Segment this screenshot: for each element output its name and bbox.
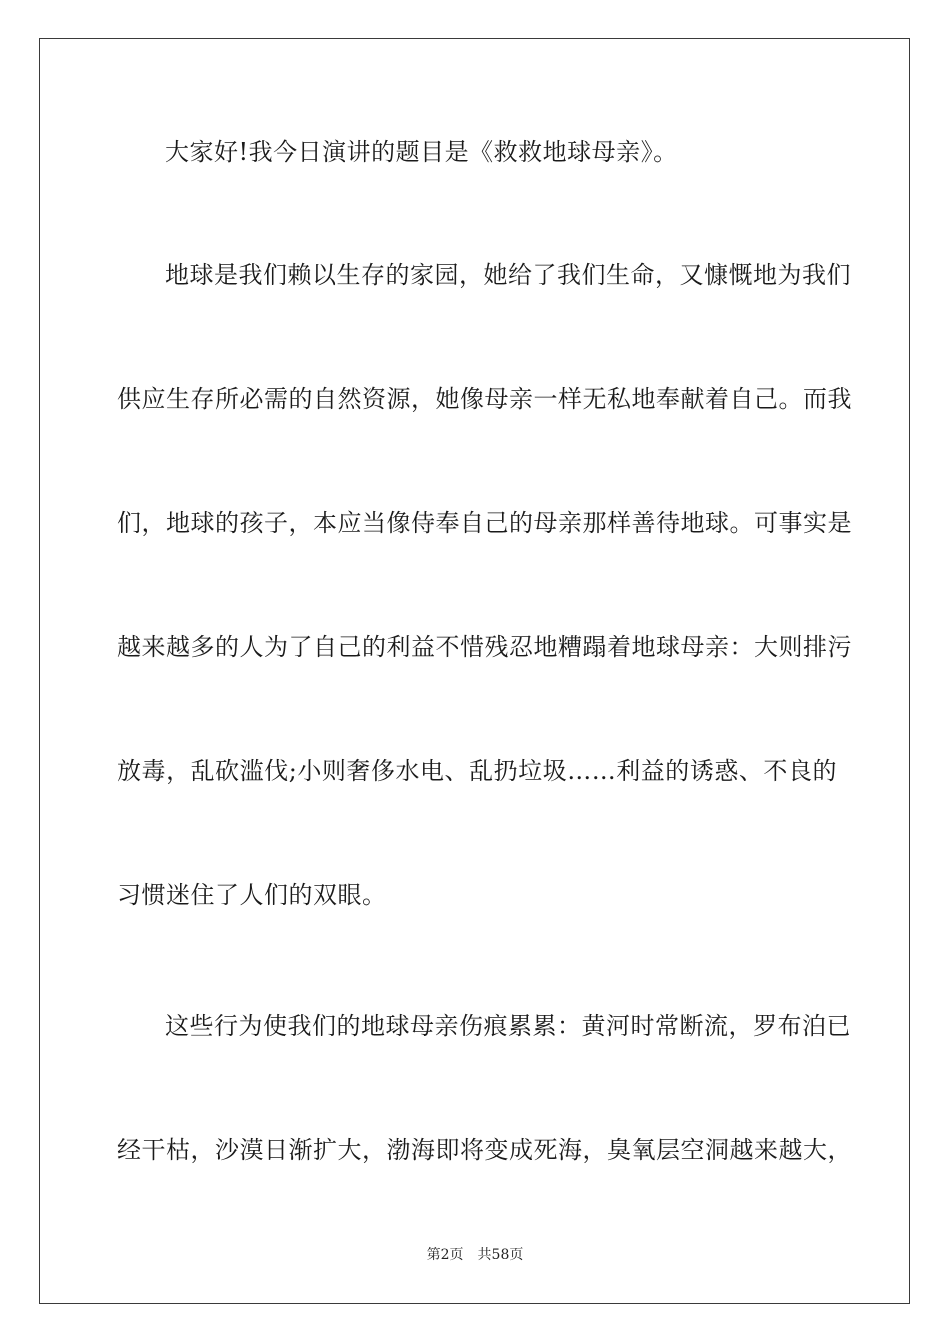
paragraph-line-5: 越来越多的人为了自己的利益不惜残忍地糟蹋着地球母亲：大则排污: [117, 633, 852, 661]
paragraph-line-6: 放毒，乱砍滥伐;小则奢侈水电、乱扔垃圾……利益的诱惑、不良的: [117, 757, 837, 785]
paragraph-line-8: 这些行为使我们的地球母亲伤痕累累：黄河时常断流，罗布泊已: [165, 1012, 851, 1040]
paragraph-line-9: 经干枯，沙漠日渐扩大，渤海即将变成死海，臭氧层空洞越来越大，: [117, 1136, 852, 1164]
page-border: [39, 38, 910, 1304]
page-footer: [0, 1246, 950, 1264]
paragraph-line-2: 地球是我们赖以生存的家园，她给了我们生命，又慷慨地为我们: [165, 261, 851, 289]
page-total: 共58页: [477, 1247, 524, 1263]
page-number: 第2页: [426, 1247, 464, 1263]
paragraph-line-3: 供应生存所必需的自然资源，她像母亲一样无私地奉献着自己。而我: [117, 385, 852, 413]
paragraph-line-1: 大家好!我今日演讲的题目是《救救地球母亲》。: [165, 138, 678, 166]
paragraph-line-7: 习惯迷住了人们的双眼。: [117, 881, 387, 909]
paragraph-line-4: 们，地球的孩子，本应当像侍奉自己的母亲那样善待地球。可事实是: [117, 509, 852, 537]
